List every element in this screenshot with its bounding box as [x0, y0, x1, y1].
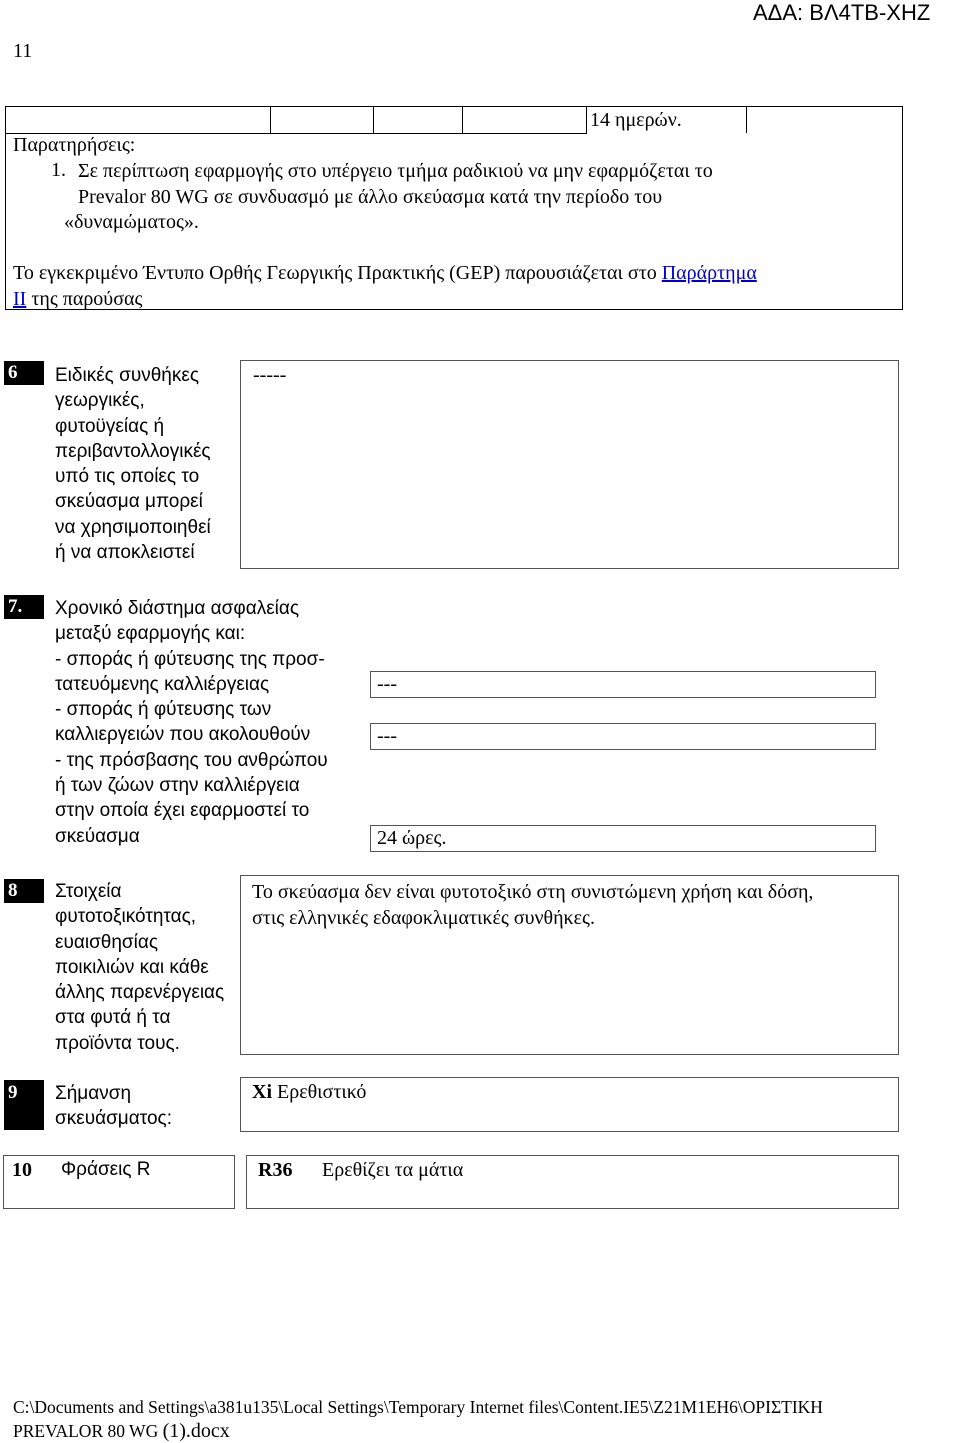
- section10-label: Φράσεις R: [61, 1159, 151, 1180]
- section7-crop-value: ---: [377, 673, 397, 695]
- row-cell: [462, 106, 587, 134]
- page-number: 11: [13, 40, 33, 62]
- section8-label: Στοιχεία φυτοτοξικότητας, ευαισθησίας ποικιλιών και κάθε άλλης παρενέργειας στα φυτά ή τα προϊόντα τους.: [55, 881, 225, 1054]
- section-number-7: 7.: [4, 595, 44, 619]
- remark-text: [64, 159, 713, 236]
- section6-value-box: [240, 360, 899, 569]
- section6-value: -----: [253, 364, 287, 386]
- days-cell-text: 14 ημερών.: [590, 109, 682, 131]
- section7-crop-box: [370, 671, 876, 698]
- section-number-6: 6: [4, 361, 44, 385]
- top-table-row: [5, 106, 903, 134]
- section8-value: Το σκεύασμα δεν είναι φυτοτοξικό στη συνιστώμενη χρήση και δόση, στις ελληνικές εδαφοκλιματικές συνθήκες.: [252, 881, 814, 929]
- remark-line: Prevalor 80 WG σε συνδυασμό με άλλο σκεύασμα κατά την περίοδο του: [78, 185, 663, 208]
- r-phrase-text: Ερεθίζει τα μάτια: [322, 1159, 464, 1181]
- section-number-10: 10: [12, 1159, 32, 1181]
- section9-value-box: [240, 1077, 899, 1132]
- row-cell: [5, 106, 271, 134]
- hazard-text: Ερεθιστικό: [277, 1081, 367, 1103]
- gep-paragraph: [13, 260, 757, 312]
- gep-text: Το εγκεκριμένο Έντυπο Ορθής Γεωργικής Πρακτικής (GEP) παρουσιάζεται στο: [13, 262, 662, 284]
- row-cell: [270, 106, 374, 134]
- footer-path: [13, 1395, 823, 1443]
- footer-path-line2: PREVALOR 80 WG: [13, 1421, 163, 1441]
- section7-following-box: [370, 723, 876, 750]
- remarks-title: Παρατηρήσεις:: [13, 134, 136, 156]
- remark-line: «δυναμώματος».: [64, 211, 199, 233]
- gep-text-end: της παρούσας: [26, 288, 143, 310]
- section8-value-box: [240, 875, 899, 1055]
- annex-link-part[interactable]: ΙΙ: [13, 288, 27, 310]
- footer-path-line1: C:\Documents and Settings\a381u135\Local Settings\Temporary Internet files\Content.IE5\Z21M1EH6\ΟΡΙΣΤΙΚΗ: [13, 1397, 823, 1417]
- section9-value: [252, 1081, 366, 1104]
- section-number-9: 9: [4, 1080, 44, 1130]
- section7-access-value: 24 ώρες.: [377, 827, 447, 849]
- section7-access-box: [370, 825, 876, 852]
- section6-label: Ειδικές συνθήκες γεωργικές, φυτοϋγείας ή περιβαντολλογικές υπό τις οποίες το σκεύασμα μπορεί να χρησιμοποιηθεί ή να αποκλειστεί: [55, 365, 211, 564]
- annex-link[interactable]: Παράρτημα: [661, 262, 757, 284]
- section7-label: Χρονικό διάστημα ασφαλείας μεταξύ εφαρμογής και: - σποράς ή φύτευσης της προσ- τατευόμενης καλλιέργειας - σποράς ή φύτευσης των καλλιεργειών που ακολουθούν - της πρόσβασης του ανθρώπου ή των ζώων στην καλλιέργεια στην οποία έχει εφαρμοστεί το σκεύασμα: [55, 598, 328, 847]
- ada-code: ΑΔΑ: ΒΛ4ΤΒ-ΧΗΖ: [753, 0, 931, 25]
- section10-row: [3, 1155, 235, 1209]
- footer-path-suffix: (1).docx: [162, 1420, 230, 1442]
- section-number-8: 8: [4, 879, 44, 903]
- section9-label: Σήμανση σκευάσματος:: [55, 1083, 172, 1130]
- r-phrase-code: R36: [258, 1159, 293, 1181]
- hazard-symbol: Xi: [252, 1081, 272, 1103]
- section7-following-value: ---: [377, 725, 397, 747]
- section10-value-box: [246, 1155, 899, 1209]
- remark-line: Σε περίπτωση εφαρμογής στο υπέργειο τμήμα ραδικιού να μην εφαρμόζεται το: [78, 160, 713, 182]
- remark-number: 1.: [51, 159, 66, 181]
- row-cell: [373, 106, 463, 134]
